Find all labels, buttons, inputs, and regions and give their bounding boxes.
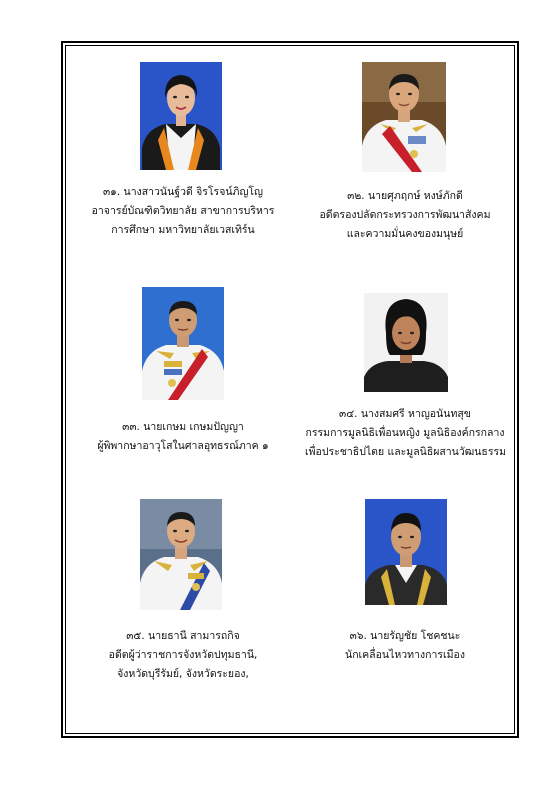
caption-person-3 (88, 418, 278, 456)
person-2-name: ๓๒. นายศุภฤกษ์ หงษ์ภักดี (347, 190, 463, 202)
caption-person-4 (305, 405, 505, 462)
caption-person-1 (88, 183, 278, 240)
person-4-name: ๓๔. นางสมศรี หาญอนันทสุข (339, 408, 471, 420)
portrait-photo-1 (140, 62, 222, 170)
portrait-photo-5 (140, 499, 222, 610)
person-4-title-line-2: เพื่อประชาธิปไตย และมูลนิธิผสานวัฒนธรรม (305, 446, 507, 458)
caption-person-6 (310, 627, 500, 665)
portrait-photo-3 (142, 287, 224, 400)
person-1-name: ๓๑. นางสาวนันฐ์วดี จิรโรจน์ภิญโญ (103, 186, 263, 198)
person-3-title-line-1: ผู้พิพากษาอาวุโสในศาลอุทธรณ์ภาค ๑ (97, 440, 269, 452)
person-2-title-line-2: และความมั่นคงของมนุษย์ (346, 228, 464, 240)
person-6-title-line-1: นักเคลื่อนไหวทางการเมือง (345, 649, 465, 661)
person-5-title-line-1: อดีตผู้ว่าราชการจังหวัดปทุมธานี, (108, 649, 258, 661)
portrait-photo-6 (365, 499, 447, 605)
person-1-title-line-2: การศึกษา มหาวิทยาลัยเวสเทิร์น (111, 224, 255, 236)
caption-person-5 (88, 627, 278, 684)
person-3-name: ๓๓. นายเกษม เกษมปัญญา (122, 421, 244, 433)
person-5-name: ๓๕. นายธานี สามารถกิจ (126, 630, 240, 642)
person-4-title-line-1: กรรมการมูลนิธิเพื่อนหญิง มูลนิธิองค์กรกลาง (305, 427, 505, 439)
person-6-name: ๓๖. นายรัญชัย โชคชนะ (349, 630, 461, 642)
person-2-title-line-1: อดีตรองปลัดกระทรวงการพัฒนาสังคม (319, 209, 491, 221)
portrait-photo-2 (362, 62, 446, 172)
caption-person-2 (310, 187, 500, 244)
portrait-photo-4 (364, 293, 448, 392)
person-1-title-line-1: อาจารย์บัณฑิตวิทยาลัย สาขาการบริหาร (91, 205, 275, 217)
person-5-title-line-2: จังหวัดบุรีรัมย์, จังหวัดระยอง, (117, 668, 249, 680)
